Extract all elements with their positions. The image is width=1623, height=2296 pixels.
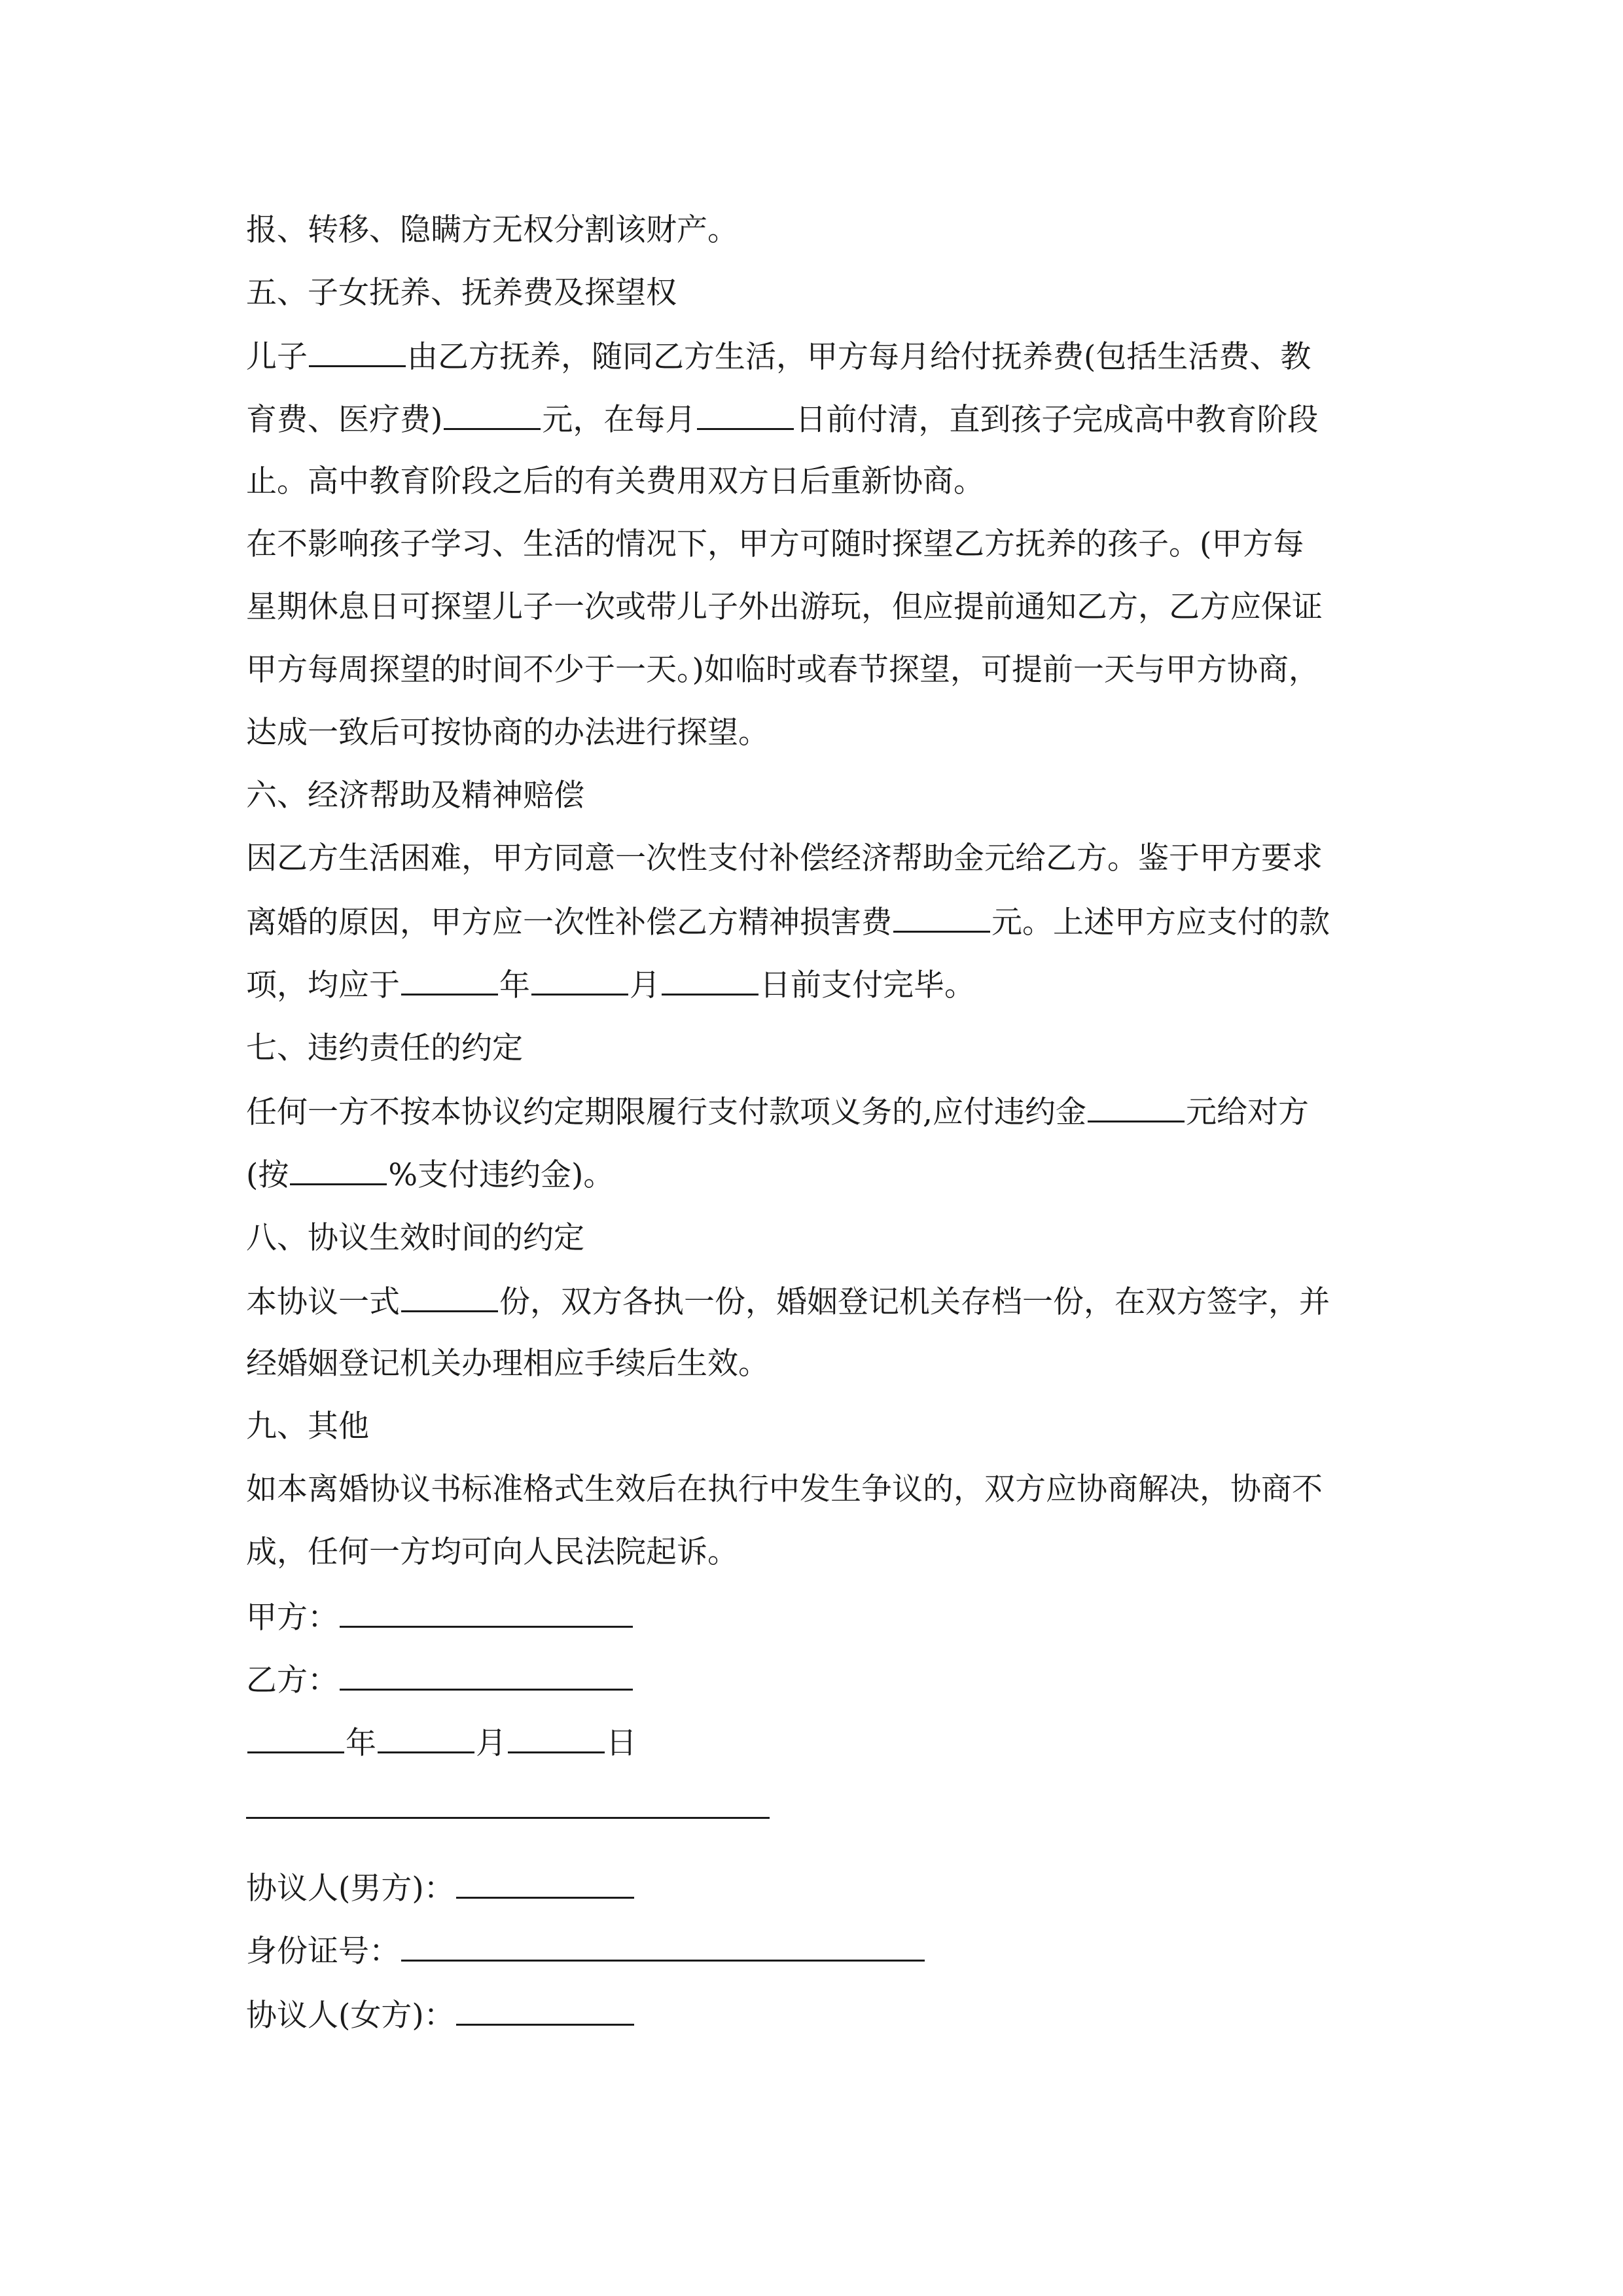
id-number-line: 身份证号： bbox=[246, 1931, 926, 1971]
separator-line bbox=[246, 1817, 770, 1819]
fill-blank[interactable] bbox=[290, 1155, 387, 1185]
fill-blank[interactable] bbox=[1088, 1092, 1185, 1122]
id-blank[interactable] bbox=[401, 1931, 925, 1962]
text-line: 达成一致后可按协商的办法进行探望。 bbox=[246, 715, 769, 751]
text-line: 离婚的原因，甲方应一次性补偿乙方精神损害费 元。上述甲方应支付的款 bbox=[246, 902, 1330, 942]
text-line: 在不影响孩子学习、生活的情况下，甲方可随时探望乙方抚养的孩子。(甲方每 bbox=[246, 526, 1304, 562]
text-line: 星期休息日可探望儿子一次或带儿子外出游玩，但应提前通知乙方，乙方应保证 bbox=[246, 589, 1323, 625]
text-line: 项，均应于 年 月 日前支付完毕。 bbox=[246, 965, 975, 1005]
fill-blank[interactable] bbox=[697, 399, 794, 430]
section-heading-7: 七、违约责任的约定 bbox=[246, 1030, 523, 1066]
text-line: 因乙方生活困难，甲方同意一次性支付补偿经济帮助金元给乙方。鉴于甲方要求 bbox=[246, 840, 1323, 876]
name-blank[interactable] bbox=[456, 1868, 634, 1899]
fill-blank[interactable] bbox=[662, 965, 758, 996]
text-line: 甲方每周探望的时间不少于一天。)如临时或春节探望，可提前一天与甲方协商， bbox=[246, 652, 1319, 688]
year-blank[interactable] bbox=[247, 1723, 344, 1753]
date-line: 年 月 日 bbox=[246, 1723, 637, 1763]
text-line: 育费、医疗费) 元，在每月 日前付清，直到孩子完成高中教育阶段 bbox=[246, 399, 1318, 440]
text-line: 儿子 由乙方抚养，随同乙方生活，甲方每月给付抚养费(包括生活费、教 bbox=[246, 336, 1311, 377]
party-a-signature: 甲方： bbox=[246, 1597, 634, 1638]
male-party-line: 协议人(男方)： bbox=[246, 1868, 635, 1909]
fill-blank[interactable] bbox=[893, 902, 990, 933]
fill-blank[interactable] bbox=[444, 399, 541, 430]
text-line: (按 %支付违约金)。 bbox=[246, 1155, 614, 1195]
fill-blank[interactable] bbox=[531, 965, 628, 996]
fill-blank[interactable] bbox=[401, 965, 498, 996]
section-heading-6: 六、经济帮助及精神赔偿 bbox=[246, 778, 584, 814]
fill-blank[interactable] bbox=[309, 336, 406, 367]
signature-blank[interactable] bbox=[340, 1660, 633, 1691]
text-line: 经婚姻登记机关办理相应手续后生效。 bbox=[246, 1346, 769, 1382]
text-line: 止。高中教育阶段之后的有关费用双方日后重新协商。 bbox=[246, 463, 984, 499]
section-heading-5: 五、子女抚养、抚养费及探望权 bbox=[246, 275, 677, 311]
name-blank[interactable] bbox=[456, 1995, 634, 2026]
section-heading-8: 八、协议生效时间的约定 bbox=[246, 1220, 584, 1256]
party-b-signature: 乙方： bbox=[246, 1660, 634, 1700]
text-line: 报、转移、隐瞒方无权分割该财产。 bbox=[246, 212, 738, 248]
month-blank[interactable] bbox=[378, 1723, 474, 1753]
text-line: 任何一方不按本协议约定期限履行支付款项义务的,应付违约金 元给对方 bbox=[246, 1092, 1309, 1132]
female-party-line: 协议人(女方)： bbox=[246, 1995, 635, 2036]
text-line: 如本离婚协议书标准格式生效后在执行中发生争议的，双方应协商解决，协商不 bbox=[246, 1471, 1323, 1507]
text-line: 成，任何一方均可向人民法院起诉。 bbox=[246, 1534, 738, 1570]
day-blank[interactable] bbox=[508, 1723, 605, 1753]
text-line: 本协议一式 份，双方各执一份，婚姻登记机关存档一份，在双方签字，并 bbox=[246, 1282, 1330, 1322]
section-heading-9: 九、其他 bbox=[246, 1408, 369, 1444]
fill-blank[interactable] bbox=[401, 1282, 498, 1312]
signature-blank[interactable] bbox=[340, 1597, 633, 1628]
